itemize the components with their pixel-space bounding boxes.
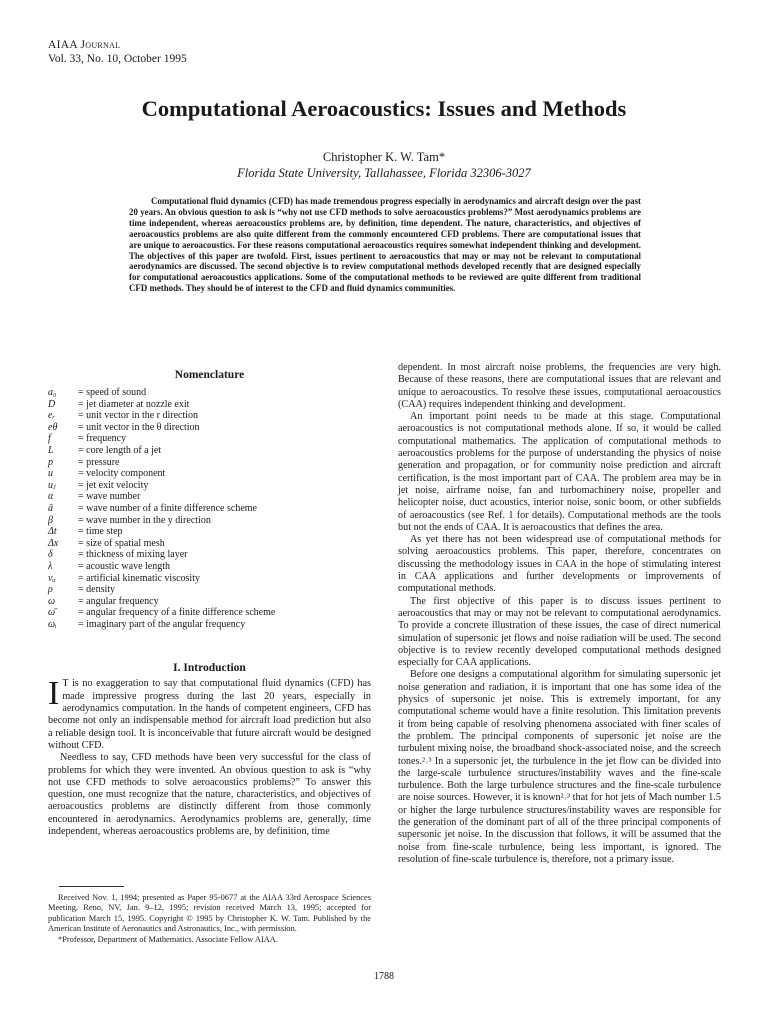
nomenclature-definition: = angular frequency of a finite difference scheme [78,607,276,619]
nomenclature-definition: = velocity component [78,468,166,480]
nomenclature-definition: = time step [78,526,123,538]
footnote-author: *Professor, Department of Mathematics. Associate Fellow AIAA. [58,934,278,944]
journal-header [48,38,187,66]
nomenclature-row [48,480,371,492]
nomenclature-list [48,387,371,630]
nomenclature-definition: = wave number [78,491,141,503]
nomenclature-symbol: ρ [48,584,53,596]
nomenclature-row [48,387,371,399]
nomenclature-row [48,445,371,457]
nomenclature-definition: = jet diameter at nozzle exit [78,398,190,410]
nomenclature-symbol: β [48,514,53,526]
nomenclature-symbol: α [48,491,54,503]
right-paragraph-1: dependent. In most aircraft noise problems, the frequencies are very high. Because of these reasons, there are computational issues that are relevant and unique to aeroacoustics. To resolve these issues, computational aeroacoustics (CAA) requires independent thinking and development. [398,362,721,410]
introduction-heading: I. Introduction [173,662,246,675]
right-column [398,362,721,866]
right-paragraph-3: As yet there has not been widespread use of computational methods for solving aeroacoustics problems. This paper, therefore, concentrates on discussing the methodology issues in CAA in the hope of stimulating interest in CAA applications and further developments or improvements of computational methods. [398,534,721,595]
nomenclature-row [48,491,371,503]
right-paragraph-2: An important point needs to be made at this stage. Computational aeroacoustics is not computational methods alone. If so, it would be called computational mathematics. The application of computational methods to aeroacoustics problems for the purpose of understanding the physics of noise generation and propagation, or for community noise prediction and aircraft certification, is the most important part of CAA. The problem area may be in jet noise, airframe noise, fan and turbomachinery noise, propeller and helicopter noise, duct acoustics, interior noise, sonic boom, or other subfields of aeroacoustics (see Ref. 1 for details). Computational methods are the tools but not the ends of CAA. It is aeroacoustics that defines the area. [398,411,721,533]
nomenclature-definition: = unit vector in the θ direction [78,421,200,433]
nomenclature-definition: = unit vector in the r direction [78,410,199,422]
nomenclature-definition: = thickness of mixing layer [78,549,188,561]
journal-name: AIAA Journal [48,39,121,51]
nomenclature-row [48,399,371,411]
author-affiliation: Florida State University, Tallahassee, Florida 32306-3027 [237,166,531,180]
intro-paragraph-1 [48,675,371,752]
nomenclature-symbol: ω [48,595,56,607]
left-column [48,369,371,838]
nomenclature-symbol: uⱼ [48,479,56,491]
nomenclature-row [48,410,371,422]
nomenclature-definition: = imaginary part of the angular frequency [78,618,246,630]
nomenclature-definition: = jet exit velocity [78,479,149,491]
nomenclature-definition: = speed of sound [78,387,147,398]
nomenclature-symbol: ω̄ [48,607,56,619]
nomenclature-row [48,503,371,515]
author-name: Christopher K. W. Tam* [322,150,446,164]
nomenclature-definition: = artificial kinematic viscosity [78,572,200,584]
nomenclature-symbol: δ [48,549,53,561]
nomenclature-definition: = size of spatial mesh [78,537,165,549]
nomenclature-row [48,422,371,434]
nomenclature-symbol: eᵣ [48,410,55,422]
right-paragraph-4: The first objective of this paper is to discuss issues pertinent to aeroacoustics that may or may not be relevant to computational aerodynamics. To provide a concrete illustration of these issues, the case of direct numerical simulation of supersonic jet flows and noise radiation will be used. The second objective is to review recently developed computational methods designed especially for CAA applications. [398,595,721,669]
nomenclature-symbol: L [48,444,54,456]
nomenclature-symbol: Δx [48,537,59,549]
page-number: 1788 [374,971,394,982]
nomenclature-definition: = wave number of a finite difference scheme [78,502,257,514]
nomenclature-row [48,561,371,573]
nomenclature-symbol: u [48,468,53,480]
nomenclature-symbol: eθ [48,421,58,433]
right-paragraph-5: Before one designs a computational algorithm for simulating supersonic jet noise generation and radiation, it is important that one has some idea of the physics of supersonic jet noise. This is extremely important, for any computational scheme would have a finite resolution. This limitation prevents it from being capable of resolving phenomena associated with finer scales of the problem. The principal components of supersonic jet noise are the turbulent mixing noise, the broadband shock-associated noise, and the screech tones.²˒³ In a supersonic jet, the turbulence in the jet flow can be divided into the large-scale turbulence structures/instability waves and the fine-scale turbulence. Both the large turbulence structures and the fine-scale turbulence are noise sources. However, it is known²˒³ that for hot jets of Mach number 1.5 or higher the large turbulence structures/instability waves are responsible for the generation of the dominant part of all of the three principal components of supersonic jet noise. In the discussion that follows, it will be assumed that the noise from fine-scale turbulence, being less important, is ignored. The resolution of fine-scale turbulence is, therefore, not a primary issue. [398,669,721,865]
nomenclature-definition: = acoustic wave length [78,560,170,572]
drop-cap: I [48,675,60,713]
nomenclature-symbol: ā [48,502,53,514]
journal-volume: Vol. 33, No. 10, October 1995 [48,53,187,65]
nomenclature-row [48,457,371,469]
nomenclature-symbol: λ [48,560,53,572]
intro-paragraph-1-text: T is no exaggeration to say that computational fluid dynamics (CFD) has made impressive progress during the last 20 years, especially in aerodynamics computation. In the hands of competent engineers, CFD has become not only an indispensable method for aircraft load prediction but also a reliable design tool. It is inconceivable that future aircraft would be designed without CFD. [48,678,371,751]
nomenclature-row [48,573,371,585]
nomenclature-definition: = wave number in the y direction [78,514,211,526]
nomenclature-row [48,468,371,480]
nomenclature-row [48,549,371,561]
nomenclature-symbol: a₀ [48,387,57,398]
nomenclature-row [48,515,371,527]
nomenclature-row [48,433,371,445]
nomenclature-symbol: ωᵢ [48,618,57,630]
nomenclature-symbol: νₐ [48,572,56,584]
footnotes [48,893,371,945]
nomenclature-definition: = pressure [78,456,120,468]
footnote-rule [59,886,124,887]
abstract: Computational fluid dynamics (CFD) has made tremendous progress especially in aerodynamics and aircraft design over the past 20 years. An obvious question to ask is “why not use CFD methods to solve aeroacoustics problems?” Most aerodynamics problems are time independent, whereas aeroacoustics problems are, by definition, time dependent. The nature, characteristics, and objectives of aeroacoustics problems are also quite different from the commonly encountered CFD problems. There are computational issues that are unique to aeroacoustics. For these reasons computational aeroacoustics requires somewhat independent thinking and development. The objectives of this paper are twofold. First, issues pertinent to aeroacoustics that may or may not be relevant to computational aerodynamics are discussed. The second objective is to review computational methods developed recently that are designed especially for computational aeroacoustics applications. Some of the computational methods to be reviewed are quite different from traditional CFD methods. They should be of interest to the CFD and fluid dynamics communities. [129,196,641,294]
nomenclature-row [48,607,371,619]
footnote-received: Received Nov. 1, 1994; presented as Paper 95-0677 at the AIAA 33rd Aerospace Sciences Meeting, Reno, NV, Jan. 9–12, 1995; revision received March 13, 1995; accepted for publication March 15, 1995. Copyright © 1995 by Christopher K. W. Tam. Published by the American Institute of Aeronautics and Astronautics, Inc., with permission. [48,893,371,934]
nomenclature-definition: = core length of a jet [78,444,162,456]
nomenclature-heading: Nomenclature [174,369,245,381]
nomenclature-row [48,619,371,631]
nomenclature-symbol: p [48,456,53,468]
paper-title: Computational Aeroacoustics: Issues and Methods [141,96,627,121]
nomenclature-definition: = density [78,584,116,596]
nomenclature-row [48,538,371,550]
nomenclature-row [48,584,371,596]
nomenclature-definition: = frequency [78,433,127,445]
nomenclature-symbol: D [48,398,56,410]
nomenclature-row [48,596,371,608]
nomenclature-symbol: f [48,433,51,445]
intro-paragraph-2: Needless to say, CFD methods have been very successful for the class of problems for which they were invented. An obvious question to ask is “why not use CFD methods to solve aeroacoustics problems?” To answer this question, one must recognize that the nature, characteristics, and objectives of aeroacoustics problems are distinctly different from those commonly encountered in aerodynamics. Aerodynamics problems are, generally, time independent, whereas aeroacoustics problems are, by definition, time [48,752,371,838]
nomenclature-row [48,526,371,538]
nomenclature-symbol: Δt [48,526,57,538]
nomenclature-definition: = angular frequency [78,595,159,607]
